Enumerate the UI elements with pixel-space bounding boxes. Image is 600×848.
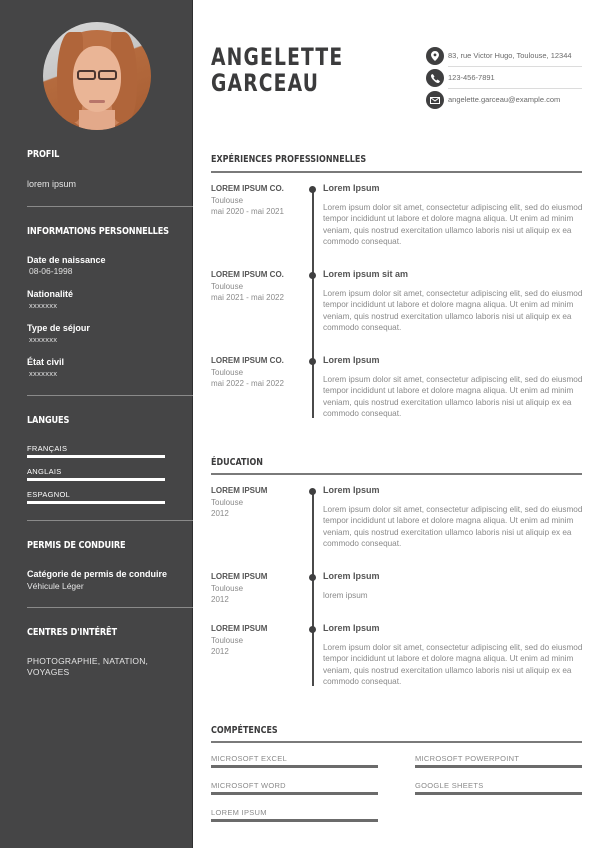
language-label: ESPAGNOL <box>27 490 71 499</box>
timeline-dot <box>309 626 316 633</box>
education-city: Toulouse <box>211 636 244 645</box>
residence-type-label: Type de séjour <box>27 323 90 333</box>
photo-mouth <box>89 100 105 103</box>
experience-meta <box>211 367 284 389</box>
marital-status-label: État civil <box>27 357 65 367</box>
education-heading: ÉDUCATION <box>211 457 263 468</box>
education-year: 2012 <box>211 509 229 518</box>
license-value: Véhicule Léger <box>27 581 84 591</box>
personal-info-heading: INFORMATIONS PERSONNELLES <box>27 226 169 237</box>
photo-neck <box>79 110 115 130</box>
section-rule <box>211 171 582 173</box>
sidebar <box>0 0 193 848</box>
education-city: Toulouse <box>211 584 244 593</box>
education-description: lorem ipsum <box>323 591 368 600</box>
education-timeline <box>312 492 314 686</box>
skill-label: MICROSOFT WORD <box>211 781 286 790</box>
skill-level-bar <box>415 765 582 768</box>
marital-status-value: xxxxxxx <box>29 369 58 378</box>
nationality-label: Nationalité <box>27 289 74 299</box>
skill-label: MICROSOFT POWERPOINT <box>415 754 520 763</box>
contact-divider <box>448 66 582 67</box>
experience-title: Lorem Ipsum <box>323 183 380 193</box>
license-label: Catégorie de permis de conduire <box>27 569 168 579</box>
timeline-dot <box>309 358 316 365</box>
education-title: Lorem Ipsum <box>323 571 380 581</box>
education-title: Lorem Ipsum <box>323 485 380 495</box>
language-level-bar <box>27 455 165 458</box>
skill-level-bar <box>415 792 582 795</box>
skill-level-bar <box>211 792 378 795</box>
skills-heading: COMPÉTENCES <box>211 725 278 736</box>
section-rule <box>211 741 582 743</box>
license-heading: PERMIS DE CONDUIRE <box>27 540 126 551</box>
experience-description: Lorem ipsum dolor sit amet, consectetur adipiscing elit, sed do eiusmod tempor incididunt ut labore et dolore magna aliqua. Ut enim ad minim veniam, quis nostrud exercitation ullamco laboris nisi ut aliquip ex ea commodo consequat. <box>323 375 583 418</box>
sidebar-divider <box>27 520 193 521</box>
experience-org: LOREM IPSUM CO. <box>211 356 284 365</box>
experience-meta <box>211 281 284 303</box>
skill-level-bar <box>211 765 378 768</box>
profile-heading: PROFIL <box>27 149 60 160</box>
skill-level-bar <box>211 819 378 822</box>
experience-timeline <box>312 190 314 418</box>
experience-org: LOREM IPSUM CO. <box>211 184 284 193</box>
experience-title: Lorem ipsum sit am <box>323 269 409 279</box>
experience-org: LOREM IPSUM CO. <box>211 270 284 279</box>
experience-city: Toulouse <box>211 282 244 291</box>
experience-dates: mai 2020 - mai 2021 <box>211 207 284 216</box>
education-title: Lorem Ipsum <box>323 623 380 633</box>
photo-glasses-left <box>77 70 96 80</box>
education-meta <box>211 497 243 519</box>
timeline-dot <box>309 488 316 495</box>
birthdate-label: Date de naissance <box>27 255 106 265</box>
first-name: ANGELETTE <box>211 43 344 71</box>
photo-glasses-right <box>98 70 117 80</box>
languages-heading: LANGUES <box>27 415 70 426</box>
education-org: LOREM IPSUM <box>211 572 268 581</box>
experience-title: Lorem Ipsum <box>323 355 380 365</box>
birthdate-value: 08-06-1998 <box>29 266 73 276</box>
phone-icon <box>426 69 444 87</box>
skill-label: GOOGLE SHEETS <box>415 781 484 790</box>
education-meta <box>211 635 243 657</box>
email-text: angelette.garceau@example.com <box>448 95 561 104</box>
education-city: Toulouse <box>211 498 244 507</box>
language-level-bar <box>27 501 165 504</box>
experience-heading: EXPÉRIENCES PROFESSIONNELLES <box>211 154 367 165</box>
address-text: 83, rue Victor Hugo, Toulouse, 12344 <box>448 51 572 60</box>
experience-city: Toulouse <box>211 196 244 205</box>
timeline-dot <box>309 574 316 581</box>
residence-type-value: xxxxxxx <box>29 335 58 344</box>
sidebar-divider <box>27 206 193 207</box>
experience-dates: mai 2022 - mai 2022 <box>211 379 284 388</box>
education-org: LOREM IPSUM <box>211 624 268 633</box>
interests-line-1: PHOTOGRAPHIE, NATATION, <box>27 656 149 666</box>
education-meta <box>211 583 243 605</box>
section-rule <box>211 473 582 475</box>
timeline-dot <box>309 186 316 193</box>
phone-text: 123-456-7891 <box>448 73 495 82</box>
experience-city: Toulouse <box>211 368 244 377</box>
location-pin-icon <box>426 47 444 65</box>
skill-label: LOREM IPSUM <box>211 808 267 817</box>
timeline-dot <box>309 272 316 279</box>
skill-label: MICROSOFT EXCEL <box>211 754 288 763</box>
profile-text: lorem ipsum <box>27 179 77 189</box>
education-org: LOREM IPSUM <box>211 486 268 495</box>
interests-heading: CENTRES D'INTÉRÊT <box>27 627 117 638</box>
experience-description: Lorem ipsum dolor sit amet, consectetur adipiscing elit, sed do eiusmod tempor incididunt ut labore et dolore magna aliqua. Ut enim ad minim veniam, quis nostrud exercitation ullamco laboris nisi ut aliquip ex ea commodo consequat. <box>323 289 583 332</box>
last-name: GARCEAU <box>211 69 320 97</box>
education-year: 2012 <box>211 595 229 604</box>
education-description: Lorem ipsum dolor sit amet, consectetur adipiscing elit, sed do eiusmod tempor incididunt ut labore et dolore magna aliqua. Ut enim ad minim veniam, quis nostrud exercitation ullamco laboris nisi ut aliquip ex ea commodo consequat. <box>323 643 583 686</box>
education-description: Lorem ipsum dolor sit amet, consectetur adipiscing elit, sed do eiusmod tempor incididunt ut labore et dolore magna aliqua. Ut enim ad minim veniam, quis nostrud exercitation ullamco laboris nisi ut aliquip ex ea commodo consequat. <box>323 505 583 548</box>
language-level-bar <box>27 478 165 481</box>
contact-divider <box>448 88 582 89</box>
experience-description: Lorem ipsum dolor sit amet, consectetur adipiscing elit, sed do eiusmod tempor incididunt ut labore et dolore magna aliqua. Ut enim ad minim veniam, quis nostrud exercitation ullamco laboris nisi ut aliquip ex ea commodo consequat. <box>323 203 583 246</box>
language-label: FRANÇAIS <box>27 444 68 453</box>
education-year: 2012 <box>211 647 229 656</box>
language-label: ANGLAIS <box>27 467 62 476</box>
nationality-value: xxxxxxx <box>29 301 58 310</box>
experience-dates: mai 2021 - mai 2022 <box>211 293 284 302</box>
full-name <box>211 44 343 96</box>
sidebar-divider <box>27 607 193 608</box>
profile-photo <box>43 22 151 130</box>
sidebar-divider <box>27 395 193 396</box>
interests-line-2: VOYAGES <box>27 667 70 677</box>
experience-meta <box>211 195 284 217</box>
envelope-icon <box>426 91 444 109</box>
